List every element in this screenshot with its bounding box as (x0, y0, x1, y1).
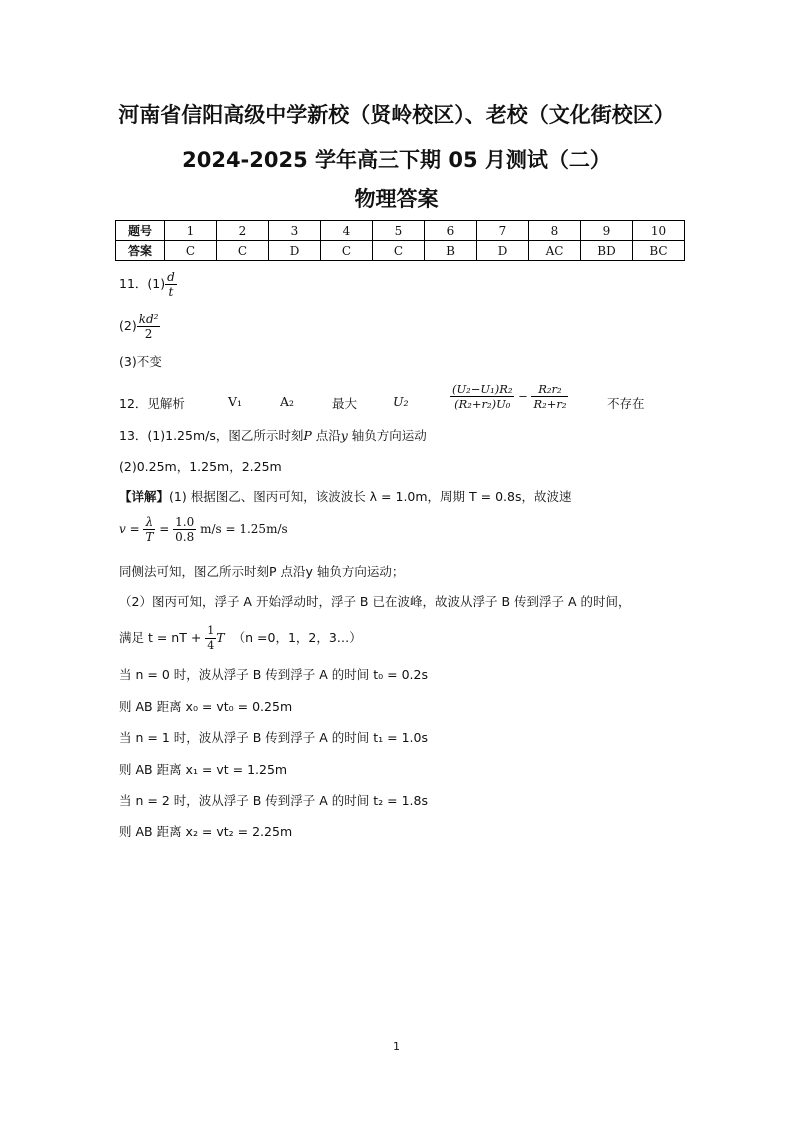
answer-cell: BC (633, 241, 685, 261)
title-school: 河南省信阳高级中学新校（贤岭校区）、老校（文化街校区） (118, 103, 675, 127)
qnum-cell: 6 (425, 221, 477, 241)
q11-part2 (119, 312, 160, 341)
q12-answer-meter2: A₂ (280, 394, 295, 409)
q13-v-f2-num: 1.0 (175, 515, 195, 529)
page-number: 1 (393, 1040, 400, 1053)
answer-table (115, 220, 685, 261)
q13-velocity-equation (119, 515, 288, 544)
q13-line1-a: 13．(1)1.25m/s，图乙所示时刻 (119, 428, 304, 443)
answer-cell: B (425, 241, 477, 261)
q13-satisfy (119, 624, 362, 653)
q13-symbol-y: y (340, 428, 348, 443)
q13-v-f2-den: 0.8 (175, 530, 195, 544)
q13-same-side: 同侧法可知，图乙所示时刻P 点沿y 轴负方向运动； (119, 564, 405, 579)
q13-v-eq-b: = (155, 522, 174, 536)
q12-answer-max: 最大 (332, 396, 358, 411)
q13-satisfy-a: 满足 t = nT + (119, 630, 206, 645)
qnum-cell: 3 (269, 221, 321, 241)
q13-line1-b: 点沿 (311, 428, 341, 443)
q13-v-f1-num: λ (143, 515, 155, 530)
q13-v-eq-a: v = (119, 522, 144, 536)
q13-symbol-p: P (303, 428, 312, 443)
qnum-cell: 8 (529, 221, 581, 241)
q13-dist2: 则 AB 距离 x₂ = vt₂ = 2.25m (119, 824, 293, 839)
qnum-cell: 7 (477, 221, 529, 241)
answer-cell: C (165, 241, 217, 261)
title-exam: 2024-2025 学年高三下期 05 月测试（二） (182, 148, 611, 172)
q13-detail-label: 【详解】 (119, 489, 170, 504)
q11-part1 (119, 270, 177, 299)
q12-label: 12．见解析 (119, 396, 185, 411)
qnum-cell: 2 (217, 221, 269, 241)
row-label-answer: 答案 (116, 241, 165, 261)
q12-f2-den: R₂+r₂ (533, 397, 567, 411)
q12-f1-num: (U₂−U₁)R₂ (452, 382, 513, 396)
qnum-cell: 5 (373, 221, 425, 241)
q12-minus: − (518, 389, 528, 403)
q13-satisfy-c: （n =0，1，2，3…） (232, 630, 362, 645)
question-number-row (116, 221, 685, 241)
title-subject: 物理答案 (354, 187, 439, 211)
row-label-number: 题号 (116, 221, 165, 241)
q11-p1-fraction (165, 270, 177, 299)
q11-p2-fraction (137, 312, 161, 341)
q12-fraction2 (531, 382, 568, 411)
q11-p1-prefix: 11．(1) (119, 276, 166, 291)
q12-answer-u2: U₂ (393, 394, 409, 409)
q13-detail-text: (1) 根据图乙、图丙可知，该波波长 λ = 1.0m，周期 T = 0.8s，故波速 (169, 489, 572, 504)
q13-dist1: 则 AB 距离 x₁ = vt = 1.25m (119, 762, 288, 777)
q13-line1-c: 轴负方向运动 (347, 428, 427, 443)
q13-v-eq-c: m/s = 1.25m/s (196, 522, 288, 536)
q12-formula (450, 382, 568, 411)
qnum-cell: 4 (321, 221, 373, 241)
q13-detail (119, 487, 571, 505)
q13-dist0: 则 AB 距离 x₀ = vt₀ = 0.25m (119, 699, 293, 714)
q13-line2: (2)0.25m，1.25m，2.25m (119, 459, 282, 474)
q11-p2-den: 2 (144, 327, 153, 341)
answer-cell: BD (581, 241, 633, 261)
answer-cell: C (217, 241, 269, 261)
qnum-cell: 1 (165, 221, 217, 241)
qnum-cell: 9 (581, 221, 633, 241)
q13-satisfy-b: T (216, 630, 225, 645)
q13-v-f1-den: T (145, 530, 154, 544)
q12-f2-num: R₂r₂ (531, 382, 568, 397)
q12-fraction1 (450, 382, 514, 411)
q11-p1-num: d (167, 270, 175, 284)
q13-case2: 当 n = 2 时，波从浮子 B 传到浮子 A 的时间 t₂ = 1.8s (119, 793, 428, 808)
q11-p2-prefix: (2) (119, 318, 137, 333)
q13-case1: 当 n = 1 时，波从浮子 B 传到浮子 A 的时间 t₁ = 1.0s (119, 730, 428, 745)
q11-part3: (3)不变 (119, 354, 162, 369)
qnum-cell: 10 (633, 221, 685, 241)
q11-p2-num: kd² (138, 312, 159, 326)
answer-cell: D (269, 241, 321, 261)
q13-v-fraction1 (143, 515, 155, 544)
q11-p1-den: t (168, 285, 174, 299)
q12-answer-meter1: V₁ (228, 394, 243, 409)
answer-row (116, 241, 685, 261)
answer-cell: AC (529, 241, 581, 261)
q13-satisfy-den: 4 (207, 639, 215, 652)
answer-cell: C (321, 241, 373, 261)
q13-satisfy-num: 1 (207, 624, 215, 637)
answer-cell: D (477, 241, 529, 261)
answer-cell: C (373, 241, 425, 261)
q12-f1-den: (R₂+r₂)U₀ (454, 397, 511, 411)
q13-v-fraction2 (173, 515, 196, 544)
q12-answer-none: 不存在 (607, 396, 645, 411)
q13-part2: （2）图丙可知，浮子 A 开始浮动时，浮子 B 已在波峰，故波从浮子 B 传到浮子 A 的时间， (119, 594, 631, 609)
q13-case0: 当 n = 0 时，波从浮子 B 传到浮子 A 的时间 t₀ = 0.2s (119, 667, 428, 682)
q13-line1 (119, 426, 427, 444)
q13-satisfy-fraction (205, 624, 216, 653)
